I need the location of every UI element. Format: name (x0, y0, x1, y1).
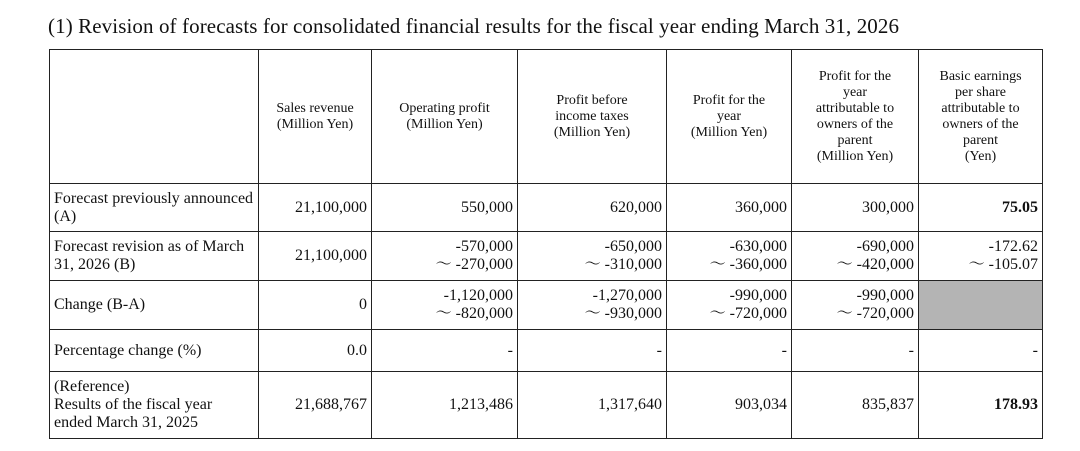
change-op-high: -820,000 (455, 305, 513, 322)
change-pbt-high-line (522, 305, 662, 323)
row-label-reference (50, 372, 259, 439)
prev-profit-owners: 300,000 (792, 184, 919, 232)
rev-pfy-low: -630,000 (729, 238, 787, 255)
tilde-symbol: ～ (836, 305, 853, 322)
rev-op-low: -570,000 (455, 238, 513, 255)
tilde-symbol: ～ (584, 256, 601, 273)
row-label-revised-forecast: Forecast revision as of March 31, 2026 (B) (50, 232, 259, 281)
rev-sales: 21,100,000 (259, 232, 372, 281)
table-row (50, 372, 1043, 439)
pct-sales: 0.0 (259, 330, 372, 372)
tilde-symbol: ～ (709, 256, 726, 273)
pct-profit-for-year: - (667, 330, 792, 372)
change-owners-low: -990,000 (856, 287, 914, 304)
change-op-low: -1,120,000 (443, 287, 513, 304)
change-pfy-high: -720,000 (729, 305, 787, 322)
rev-op-high: -270,000 (455, 256, 513, 273)
change-sales: 0 (259, 281, 372, 330)
change-operating-profit (372, 281, 518, 330)
rev-pbt-high: -310,000 (604, 256, 662, 273)
change-profit-for-year (667, 281, 792, 330)
header-profit-for-year: Profit for the year (Million Yen) (667, 50, 792, 184)
ref-operating-profit: 1,213,486 (372, 372, 518, 439)
ref-profit-for-year: 903,034 (667, 372, 792, 439)
header-row (50, 50, 1043, 184)
prev-profit-before-taxes: 620,000 (518, 184, 667, 232)
pct-profit-before-taxes: - (518, 330, 667, 372)
rev-profit-for-year (667, 232, 792, 281)
header-sales-revenue: Sales revenue (Million Yen) (259, 50, 372, 184)
tilde-symbol: ～ (709, 305, 726, 322)
change-profit-before-taxes (518, 281, 667, 330)
change-eps-shaded-cell (919, 281, 1043, 330)
ref-sales: 21,688,767 (259, 372, 372, 439)
tilde-symbol: ～ (584, 305, 601, 322)
change-op-high-line (376, 305, 513, 323)
rev-owners-high-line (796, 256, 914, 274)
change-owners-high: -720,000 (856, 305, 914, 322)
table-row (50, 281, 1043, 330)
ref-eps: 178.93 (919, 372, 1043, 439)
tilde-symbol: ～ (435, 256, 452, 273)
change-pfy-high-line (671, 305, 787, 323)
change-pbt-high: -930,000 (604, 305, 662, 322)
pct-profit-owners: - (792, 330, 919, 372)
ref-profit-owners: 835,837 (792, 372, 919, 439)
table-row (50, 232, 1043, 281)
tilde-symbol: ～ (968, 256, 985, 273)
row-label-change: Change (B-A) (50, 281, 259, 330)
rev-profit-before-taxes (518, 232, 667, 281)
header-profit-before-taxes: Profit before income taxes (Million Yen) (518, 50, 667, 184)
rev-eps (919, 232, 1043, 281)
rev-owners-high: -420,000 (856, 256, 914, 273)
change-pfy-low: -990,000 (729, 287, 787, 304)
change-owners-high-line (796, 305, 914, 323)
pct-operating-profit: - (372, 330, 518, 372)
rev-pbt-high-line (522, 256, 662, 274)
row-label-percentage-change: Percentage change (%) (50, 330, 259, 372)
prev-sales: 21,100,000 (259, 184, 372, 232)
rev-owners-low: -690,000 (856, 238, 914, 255)
change-profit-owners (792, 281, 919, 330)
tilde-symbol: ～ (435, 305, 452, 322)
table-row (50, 330, 1043, 372)
reference-tag: (Reference) (54, 378, 130, 395)
header-eps: Basic earnings per share attributable to owners of the parent (Yen) (919, 50, 1043, 184)
row-label-previous-forecast: Forecast previously announced (A) (50, 184, 259, 232)
rev-pbt-low: -650,000 (604, 238, 662, 255)
section-title: (1) Revision of forecasts for consolidated financial results for the fiscal year ending March 31, 2026 (48, 14, 900, 38)
rev-op-high-line (376, 256, 513, 274)
table-row (50, 184, 1043, 232)
header-blank-cell (50, 50, 259, 184)
change-pbt-low: -1,270,000 (592, 287, 662, 304)
prev-eps: 75.05 (919, 184, 1043, 232)
rev-pfy-high-line (671, 256, 787, 274)
forecast-revision-table (49, 49, 1043, 439)
rev-eps-low: -172.62 (988, 238, 1038, 255)
reference-description: Results of the fiscal year ended March 31, 2025 (54, 396, 213, 431)
rev-operating-profit (372, 232, 518, 281)
prev-operating-profit: 550,000 (372, 184, 518, 232)
rev-pfy-high: -360,000 (729, 256, 787, 273)
rev-eps-high-line (923, 256, 1038, 274)
rev-profit-owners (792, 232, 919, 281)
header-operating-profit: Operating profit (Million Yen) (372, 50, 518, 184)
pct-eps: - (919, 330, 1043, 372)
ref-profit-before-taxes: 1,317,640 (518, 372, 667, 439)
header-profit-owners: Profit for the year attributable to owners of the parent (Million Yen) (792, 50, 919, 184)
tilde-symbol: ～ (836, 256, 853, 273)
prev-profit-for-year: 360,000 (667, 184, 792, 232)
rev-eps-high: -105.07 (988, 256, 1038, 273)
